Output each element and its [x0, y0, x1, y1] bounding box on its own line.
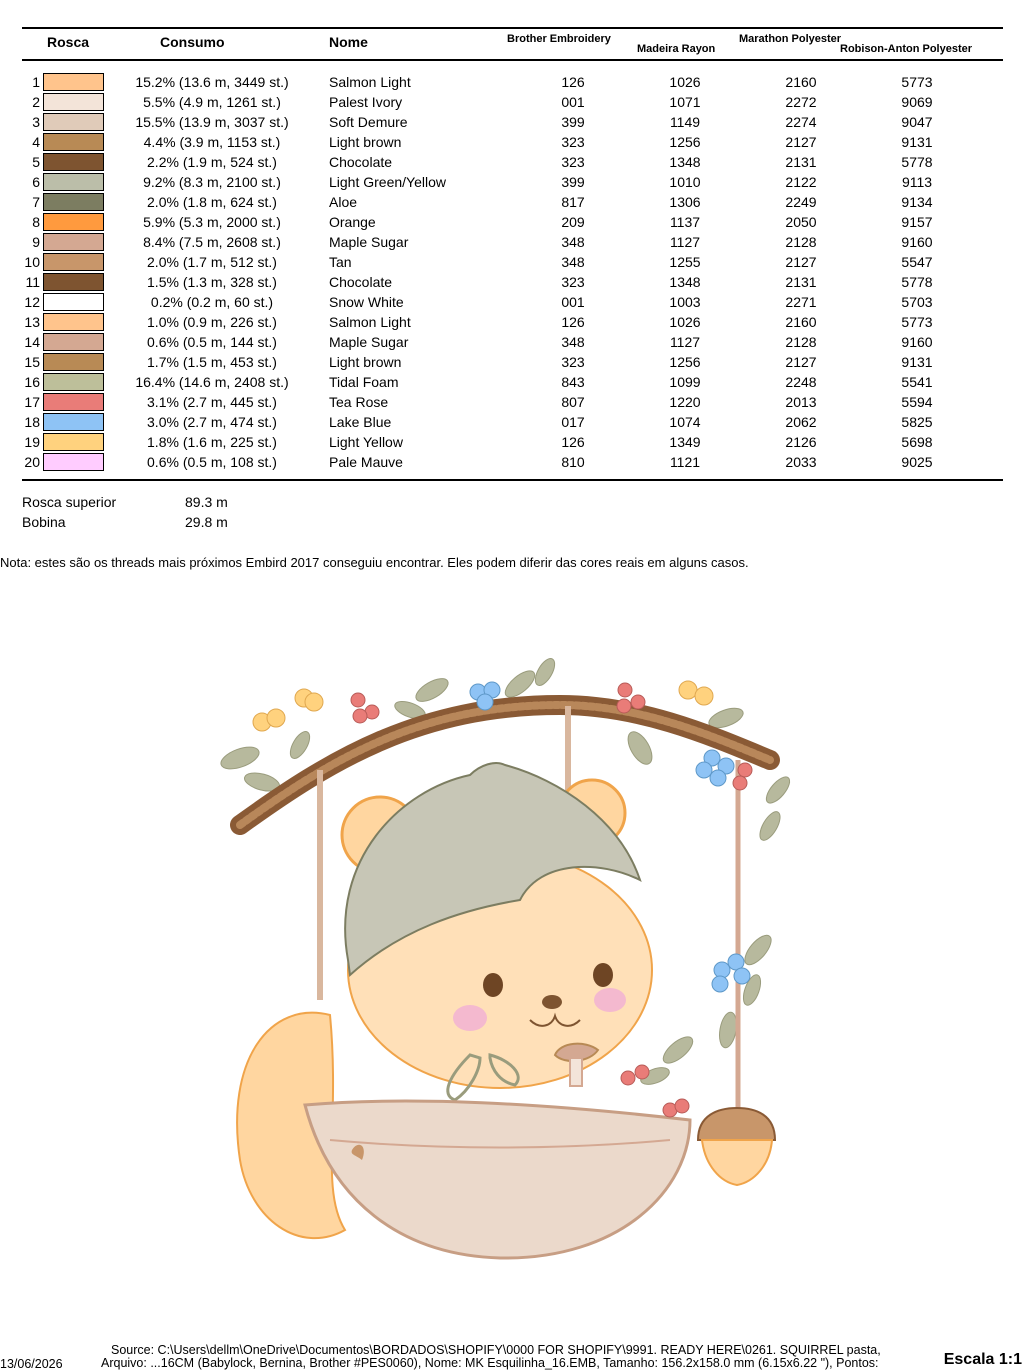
robison-code: 5541	[901, 374, 933, 390]
thread-consumption: 2.0% (1.8 m, 624 st.)	[147, 194, 277, 210]
brother-code: 209	[561, 214, 585, 230]
marathon-code: 2249	[785, 194, 817, 210]
color-swatch	[43, 113, 104, 131]
col-header-nome: Nome	[329, 34, 368, 50]
marathon-code: 2248	[785, 374, 817, 390]
brother-code: 843	[561, 374, 585, 390]
thread-name: Chocolate	[329, 274, 393, 290]
thread-name: Salmon Light	[329, 74, 411, 90]
madeira-code: 1026	[669, 314, 701, 330]
marathon-code: 2127	[785, 254, 817, 270]
col-header-brother: Brother Embroidery	[507, 33, 611, 45]
marathon-code: 2160	[785, 314, 817, 330]
bobbin-label: Bobina	[22, 514, 66, 530]
marathon-code: 2128	[785, 334, 817, 350]
robison-code: 9131	[901, 134, 933, 150]
table-row	[0, 152, 1024, 172]
table-row	[0, 132, 1024, 152]
thread-number: 11	[25, 274, 40, 290]
table-row	[0, 252, 1024, 272]
brother-code: 001	[561, 94, 585, 110]
robison-code: 9047	[901, 114, 933, 130]
thread-consumption: 15.2% (13.6 m, 3449 st.)	[135, 74, 289, 90]
table-row	[0, 372, 1024, 392]
color-swatch	[43, 93, 104, 111]
madeira-code: 1127	[669, 234, 701, 250]
madeira-code: 1137	[669, 214, 701, 230]
thread-consumption: 3.1% (2.7 m, 445 st.)	[147, 394, 277, 410]
madeira-code: 1348	[669, 274, 701, 290]
table-row	[0, 232, 1024, 252]
table-row	[0, 392, 1024, 412]
color-swatch	[43, 73, 104, 91]
thread-number: 20	[24, 454, 40, 470]
thread-number: 18	[24, 414, 40, 430]
thread-name: Tan	[329, 254, 352, 270]
thread-consumption: 4.4% (3.9 m, 1153 st.)	[143, 134, 281, 150]
top-thread-label: Rosca superior	[22, 494, 117, 510]
madeira-code: 1127	[669, 334, 701, 350]
squirrel-eye-right	[593, 963, 613, 987]
madeira-code: 1099	[669, 374, 701, 390]
thread-name: Aloe	[329, 194, 358, 210]
thread-name: Pale Mauve	[329, 454, 403, 470]
thread-consumption: 3.0% (2.7 m, 474 st.)	[147, 414, 277, 430]
thread-name: Tidal Foam	[329, 374, 399, 390]
thread-consumption: 0.6% (0.5 m, 144 st.)	[147, 334, 277, 350]
marathon-code: 2127	[785, 354, 817, 370]
color-swatch	[43, 193, 104, 211]
thread-number: 15	[24, 354, 40, 370]
table-row	[0, 432, 1024, 452]
madeira-code: 1121	[669, 454, 701, 470]
thread-number: 7	[32, 194, 40, 210]
brother-code: 807	[561, 394, 585, 410]
thread-number: 17	[24, 394, 40, 410]
color-swatch	[43, 173, 104, 191]
thread-consumption: 8.4% (7.5 m, 2608 st.)	[143, 234, 281, 250]
thread-consumption: 2.2% (1.9 m, 524 st.)	[147, 154, 277, 170]
table-row	[0, 172, 1024, 192]
color-swatch	[43, 373, 104, 391]
robison-code: 5594	[901, 394, 933, 410]
color-swatch	[43, 413, 104, 431]
robison-code: 5825	[901, 414, 933, 430]
thread-consumption: 0.2% (0.2 m, 60 st.)	[150, 294, 274, 310]
hammock	[305, 1101, 690, 1258]
thread-number: 6	[32, 174, 40, 190]
robison-code: 9025	[901, 454, 933, 470]
thread-number: 12	[24, 294, 40, 310]
brother-code: 323	[561, 274, 585, 290]
table-row	[0, 112, 1024, 132]
thread-consumption: 15.5% (13.9 m, 3037 st.)	[135, 114, 289, 130]
brother-code: 001	[561, 294, 585, 310]
thread-number: 19	[24, 434, 40, 450]
thread-number: 4	[32, 134, 40, 150]
robison-code: 5778	[901, 154, 933, 170]
table-row	[0, 412, 1024, 432]
thread-number: 14	[24, 334, 40, 350]
brother-code: 126	[561, 434, 585, 450]
table-row	[0, 92, 1024, 112]
cheek-left	[453, 1005, 487, 1031]
robison-code: 9113	[901, 174, 933, 190]
brother-code: 348	[561, 254, 585, 270]
brother-code: 399	[561, 174, 585, 190]
robison-code: 5547	[901, 254, 933, 270]
marathon-code: 2062	[785, 414, 817, 430]
thread-number: 16	[24, 374, 40, 390]
madeira-code: 1256	[669, 354, 701, 370]
madeira-code: 1255	[669, 254, 701, 270]
madeira-code: 1306	[669, 194, 701, 210]
thread-name: Tea Rose	[329, 394, 389, 410]
thread-number: 5	[32, 154, 40, 170]
robison-code: 5703	[901, 294, 933, 310]
col-header-consumo: Consumo	[160, 34, 225, 50]
robison-code: 9069	[901, 94, 933, 110]
thread-consumption: 1.7% (1.5 m, 453 st.)	[147, 354, 277, 370]
table-top-rule	[22, 27, 1003, 29]
madeira-code: 1074	[669, 414, 701, 430]
madeira-code: 1003	[669, 294, 701, 310]
marathon-code: 2128	[785, 234, 817, 250]
marathon-code: 2126	[785, 434, 817, 450]
thread-consumption: 16.4% (14.6 m, 2408 st.)	[135, 374, 289, 390]
marathon-code: 2274	[785, 114, 817, 130]
color-swatch	[43, 233, 104, 251]
robison-code: 9157	[901, 214, 933, 230]
robison-code: 9160	[901, 234, 933, 250]
color-swatch	[43, 273, 104, 291]
table-row	[0, 352, 1024, 372]
thread-name: Maple Sugar	[329, 234, 409, 250]
madeira-code: 1349	[669, 434, 701, 450]
marathon-code: 2013	[785, 394, 817, 410]
thread-consumption: 0.6% (0.5 m, 108 st.)	[147, 454, 277, 470]
color-swatch	[43, 333, 104, 351]
acorn-cap	[698, 1108, 775, 1140]
color-swatch	[43, 353, 104, 371]
thread-number: 10	[24, 254, 40, 270]
thread-consumption: 1.8% (1.6 m, 225 st.)	[147, 434, 277, 450]
col-header-madeira: Madeira Rayon	[637, 43, 716, 55]
color-swatch	[43, 433, 104, 451]
thread-number: 9	[32, 234, 40, 250]
table-row	[0, 72, 1024, 92]
squirrel-eye-left	[483, 973, 503, 997]
source-path: Source: C:\Users\dellm\OneDrive\Documentos\BORDADOS\SHOPIFY\0000 FOR SHOPIFY\9991. READY HERE\0261. SQUIRREL pasta,	[111, 1343, 881, 1357]
marathon-code: 2131	[785, 274, 817, 290]
thread-number: 1	[32, 74, 40, 90]
madeira-code: 1348	[669, 154, 701, 170]
brother-code: 323	[561, 134, 585, 150]
marathon-code: 2271	[785, 294, 817, 310]
table-row	[0, 192, 1024, 212]
thread-number: 2	[32, 94, 40, 110]
color-swatch	[43, 133, 104, 151]
marathon-code: 2122	[785, 174, 817, 190]
color-swatch	[43, 313, 104, 331]
thread-consumption: 1.5% (1.3 m, 328 st.)	[147, 274, 277, 290]
brother-code: 399	[561, 114, 585, 130]
col-header-robison: Robison-Anton Polyester	[840, 43, 973, 55]
thread-name: Chocolate	[329, 154, 393, 170]
robison-code: 5698	[901, 434, 933, 450]
brother-code: 017	[561, 414, 585, 430]
robison-code: 5773	[901, 74, 933, 90]
table-row	[0, 212, 1024, 232]
marathon-code: 2127	[785, 134, 817, 150]
acorn-nut	[702, 1140, 772, 1185]
robison-code: 9134	[901, 194, 933, 210]
thread-note: Nota: estes são os threads mais próximos Embird 2017 conseguiu encontrar. Eles podem diferir das cores reais em alguns casos.	[0, 555, 749, 570]
bobbin-value: 29.8 m	[185, 514, 228, 530]
marathon-code: 2272	[785, 94, 817, 110]
madeira-code: 1026	[669, 74, 701, 90]
thread-name: Lake Blue	[329, 414, 392, 430]
brother-code: 323	[561, 154, 585, 170]
color-swatch	[43, 153, 104, 171]
file-info: Arquivo: ...16CM (Babylock, Bernina, Brother #PES0060), Nome: MK Esquilinha_16.EMB, Tamanho: 156.2x158.0 mm (6.15x6.22 "), Pontos:	[101, 1356, 879, 1370]
brother-code: 817	[561, 194, 585, 210]
thread-name: Orange	[329, 214, 376, 230]
table-row	[0, 332, 1024, 352]
embroidery-preview	[0, 580, 1024, 1340]
marathon-code: 2160	[785, 74, 817, 90]
thread-name: Light brown	[329, 354, 402, 370]
madeira-code: 1220	[669, 394, 701, 410]
madeira-code: 1010	[669, 174, 701, 190]
brother-code: 126	[561, 74, 585, 90]
brother-code: 323	[561, 354, 585, 370]
thread-name: Snow White	[329, 294, 404, 310]
brother-code: 348	[561, 334, 585, 350]
squirrel-nose	[542, 995, 562, 1009]
col-header-marathon: Marathon Polyester	[739, 33, 842, 45]
table-row	[0, 272, 1024, 292]
top-thread-value: 89.3 m	[185, 494, 228, 510]
thread-number: 3	[32, 114, 40, 130]
thread-consumption: 5.5% (4.9 m, 1261 st.)	[143, 94, 281, 110]
table-row	[0, 452, 1024, 472]
madeira-code: 1256	[669, 134, 701, 150]
madeira-code: 1071	[669, 94, 701, 110]
cheek-right	[594, 988, 626, 1012]
thread-name: Maple Sugar	[329, 334, 409, 350]
color-swatch	[43, 253, 104, 271]
madeira-code: 1149	[669, 114, 701, 130]
col-header-rosca: Rosca	[47, 34, 90, 50]
thread-name: Palest Ivory	[329, 94, 403, 110]
thread-name: Light Green/Yellow	[329, 174, 447, 190]
marathon-code: 2050	[785, 214, 817, 230]
table-header-rule	[22, 59, 1003, 61]
color-swatch	[43, 213, 104, 231]
color-swatch	[43, 293, 104, 311]
thread-name: Soft Demure	[329, 114, 408, 130]
print-date: 13/06/2026	[0, 1357, 63, 1371]
brother-code: 126	[561, 314, 585, 330]
brother-code: 810	[561, 454, 585, 470]
thread-consumption: 2.0% (1.7 m, 512 st.)	[147, 254, 277, 270]
robison-code: 9160	[901, 334, 933, 350]
thread-name: Light Yellow	[329, 434, 403, 450]
scale-label: Escala 1:1	[943, 1351, 1022, 1368]
robison-code: 9131	[901, 354, 933, 370]
table-bottom-rule	[22, 479, 1003, 481]
table-row	[0, 312, 1024, 332]
thread-consumption: 5.9% (5.3 m, 2000 st.)	[143, 214, 281, 230]
robison-code: 5773	[901, 314, 933, 330]
marathon-code: 2131	[785, 154, 817, 170]
thread-consumption: 1.0% (0.9 m, 226 st.)	[147, 314, 277, 330]
color-swatch	[43, 393, 104, 411]
thread-name: Salmon Light	[329, 314, 411, 330]
brother-code: 348	[561, 234, 585, 250]
color-swatch	[43, 453, 104, 471]
thread-consumption: 9.2% (8.3 m, 2100 st.)	[143, 174, 281, 190]
thread-number: 13	[24, 314, 40, 330]
robison-code: 5778	[901, 274, 933, 290]
table-row	[0, 292, 1024, 312]
thread-name: Light brown	[329, 134, 402, 150]
thread-number: 8	[32, 214, 40, 230]
marathon-code: 2033	[785, 454, 817, 470]
